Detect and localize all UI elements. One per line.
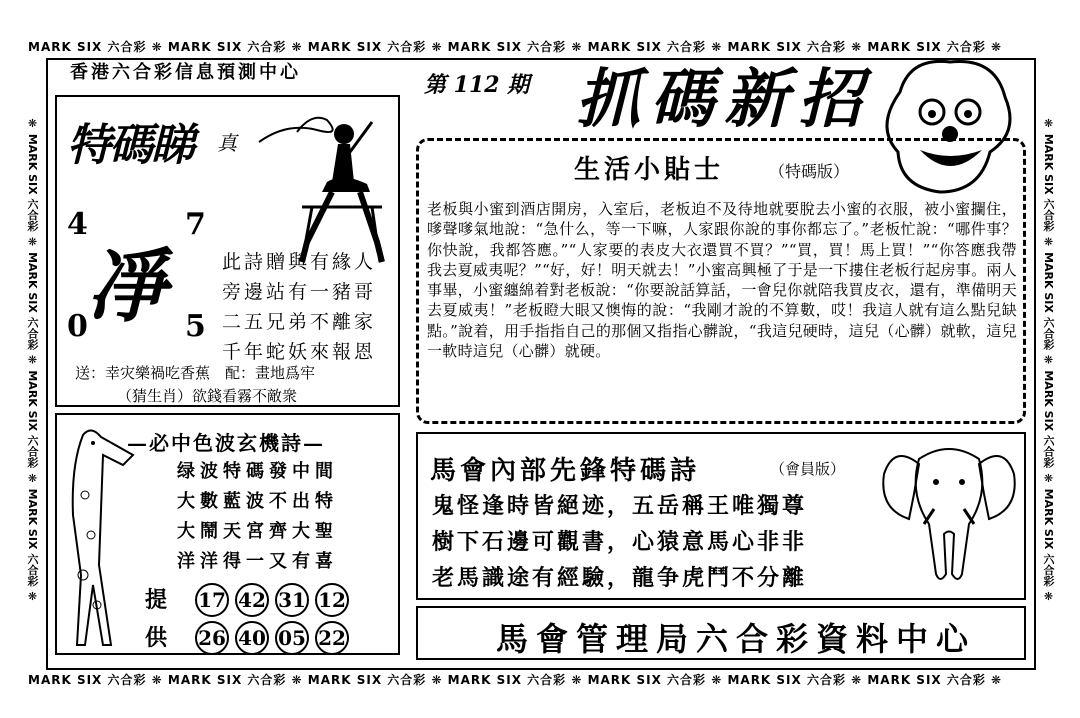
wave-poem-lines	[177, 457, 338, 577]
tema-number-4: 5	[185, 309, 206, 344]
border-bottom-text: MARK SIX 六合彩 ❋ MARK SIX 六合彩 ❋ MARK SIX 六合彩 ❋ MARK SIX 六合彩 ❋ MARK SIX 六合彩 ❋ MARK SIX 六合彩 ❋ MARK SIX 六合彩 ❋	[28, 673, 1003, 687]
wave-poem-panel	[55, 413, 400, 655]
tip-label-1: 提	[145, 587, 168, 613]
tip-label-2: 供	[145, 625, 168, 651]
center-name: 香港六合彩信息預測中心	[70, 62, 301, 83]
tema-poem-line: 旁邊站有一豬哥	[222, 281, 377, 303]
border-left-text: ❋ MARK SIX 六合彩 ❋ MARK SIX 六合彩 ❋ MARK SIX 六合彩 ❋ MARK SIX 六合彩 ❋	[26, 116, 39, 604]
tema-poem-line: 此詩贈與有緣人	[222, 251, 377, 273]
tema-poem	[222, 247, 376, 367]
tema-number-3: 0	[67, 309, 88, 344]
tips-story: 老板與小蜜到酒店開房，入室后，老板迫不及待地就要脫去小蜜的衣服，被小蜜攔住，嗲聲嗲氣地說：“急什么，等一下嘛，人家跟你說的事你都忘了。”老板忙說：“哪件事？你快說，我都答應。”“人家要的表皮大衣還買不買？”“買，買！馬上買！”“你答應我帶我去夏威夷呢？”“好，好！明天就去！”小蜜高興極了于是一下摟住老板行起房事。兩人事畢，小蜜纏綿着對老板說：“你要說話算話，一會兒你就陪我買皮衣，還有，準備明天去夏威夷！”老板瞪大眼又懊悔的說：“我剛才說的不算數，哎！我這人就有這么點兒缺點。”說着，用手指指自己的那個又指指心髒說，“我這兒硬時，這兒（心髒）就軟，這兒一軟時這兒（心髒）就硬。	[427, 200, 1018, 361]
tema-send-line-2: （猜生肖）欲錢看霧不敵衆	[117, 387, 298, 405]
wave-poem-line: 洋洋得一又有喜	[177, 551, 338, 572]
life-tips-panel	[416, 138, 1026, 424]
number-ball: 17	[195, 583, 229, 617]
vanguard-poem-panel	[416, 432, 1026, 600]
elephant-icon	[874, 434, 1024, 594]
vanguard-poem-line: 樹下石邊可觀書，心猿意馬心非非	[432, 529, 808, 555]
issue-number: 第 112 期	[424, 72, 530, 98]
number-ball: 22	[315, 621, 349, 655]
giraffe-icon	[63, 425, 143, 650]
main-title: 抓碼新招	[576, 62, 872, 137]
tema-title: 特碼睇	[67, 120, 193, 171]
vanguard-poem-line: 老馬識途有經驗，龍争虎鬥不分離	[432, 565, 808, 591]
border-right-text: ❋ MARK SIX 六合彩 ❋ MARK SIX 六合彩 ❋ MARK SIX 六合彩 ❋ MARK SIX 六合彩 ❋	[1042, 116, 1055, 604]
tema-number-1: 4	[67, 207, 88, 242]
tema-poem-line: 二五兄弟不離家	[222, 311, 377, 333]
tips-title: 生活小貼士	[574, 155, 725, 185]
wave-poem-line: 大數藍波不出特	[177, 491, 338, 512]
vanguard-poem-lines	[432, 488, 807, 596]
wave-poem-line: 大鬧天宮齊大聖	[177, 521, 338, 542]
number-ball: 26	[195, 621, 229, 655]
tema-big-character: 凈	[87, 239, 167, 333]
footer-panel	[416, 606, 1026, 660]
tips-subtitle: （特碼版）	[769, 162, 850, 181]
tema-poem-line: 千年蛇妖來報恩	[222, 341, 377, 363]
vanguard-subtitle: （會員版）	[770, 460, 846, 478]
number-ball: 31	[275, 583, 309, 617]
wave-poem-line: 绿波特碼發中間	[177, 461, 338, 482]
tema-number-2: 7	[185, 207, 206, 242]
tema-send-line: 送：幸灾樂禍吃香蕉 配：畫地爲牢	[75, 364, 316, 382]
footer-title: 馬會管理局六合彩資料中心	[496, 620, 977, 658]
vanguard-title: 馬會內部先鋒特碼詩	[430, 456, 701, 486]
number-ball: 05	[275, 621, 309, 655]
vanguard-poem-line: 鬼怪逢時皆絕迹，五岳稱王唯獨尊	[432, 493, 808, 519]
tema-panel	[55, 95, 400, 407]
border-top-text: MARK SIX 六合彩 ❋ MARK SIX 六合彩 ❋ MARK SIX 六合彩 ❋ MARK SIX 六合彩 ❋ MARK SIX 六合彩 ❋ MARK SIX 六合彩 ❋ MARK SIX 六合彩 ❋	[28, 40, 1003, 54]
tema-subtitle: 真	[217, 131, 237, 155]
wave-poem-title: —必中色波玄機詩—	[127, 431, 325, 455]
number-ball: 40	[235, 621, 269, 655]
number-ball: 42	[235, 583, 269, 617]
number-ball: 12	[315, 583, 349, 617]
